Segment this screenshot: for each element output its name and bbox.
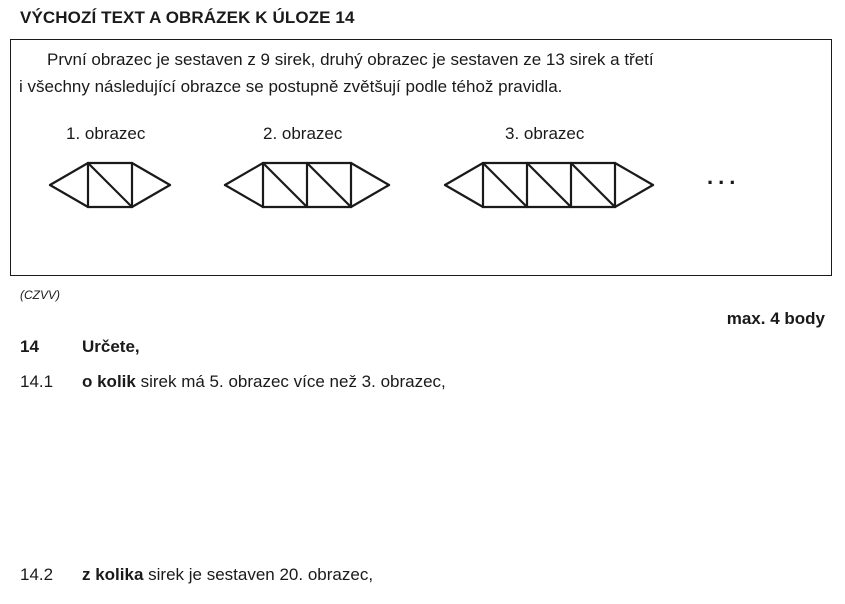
matchstick-diagonal: [571, 163, 615, 207]
matchstick: [225, 163, 263, 185]
figure-3-label: 3. obrazec: [505, 124, 585, 143]
matchstick-diagonal: [88, 163, 132, 207]
matchstick-diagonal: [527, 163, 571, 207]
matchstick: [445, 185, 483, 207]
subtask-2-bold: z kolika: [82, 565, 144, 584]
matchstick: [132, 185, 170, 207]
ellipsis: ...: [707, 164, 741, 189]
task-number: 14: [20, 337, 39, 356]
matchstick-diagonal: [263, 163, 307, 207]
source-text-box: [10, 39, 832, 276]
subtask-1-text: [82, 372, 446, 392]
figure-2-matchsticks: [223, 161, 403, 207]
section-heading: VÝCHOZÍ TEXT A OBRÁZEK K ÚLOZE 14: [20, 8, 355, 27]
source-credit: (CZVV): [20, 288, 60, 302]
subtask-2-rest: sirek je sestaven 20. obrazec,: [143, 565, 374, 584]
matchstick: [351, 163, 389, 185]
figure-1-label: 1. obrazec: [66, 124, 146, 143]
max-points: max. 4 body: [726, 309, 825, 328]
subtask-1-number: 14.1: [20, 372, 54, 391]
matchstick-diagonal: [483, 163, 527, 207]
subtask-1-rest: sirek má 5. obrazec více než 3. obrazec,: [135, 372, 446, 391]
matchstick: [615, 163, 653, 185]
matchstick: [50, 163, 88, 185]
intro-line-1: První obrazec je sestaven z 9 sirek, druhý obrazec je sestaven ze 13 sirek a třetí: [47, 50, 654, 69]
matchstick: [225, 185, 263, 207]
subtask-2-number: 14.2: [20, 565, 54, 584]
matchstick-diagonal: [307, 163, 351, 207]
task-prompt: Určete,: [82, 337, 140, 356]
matchstick: [50, 185, 88, 207]
subtask-2-text: [82, 565, 373, 585]
figure-1-matchsticks: [48, 161, 178, 207]
subtask-1-bold: o kolik: [82, 372, 136, 391]
intro-line-2: i všechny následující obrazce se postupně zvětšují podle téhož pravidla.: [19, 77, 563, 96]
intro-text: [19, 46, 819, 100]
matchstick: [445, 163, 483, 185]
figure-2-label: 2. obrazec: [263, 124, 343, 143]
matchstick: [351, 185, 389, 207]
matchstick: [615, 185, 653, 207]
matchstick: [132, 163, 170, 185]
figure-3-matchsticks: [443, 161, 673, 207]
